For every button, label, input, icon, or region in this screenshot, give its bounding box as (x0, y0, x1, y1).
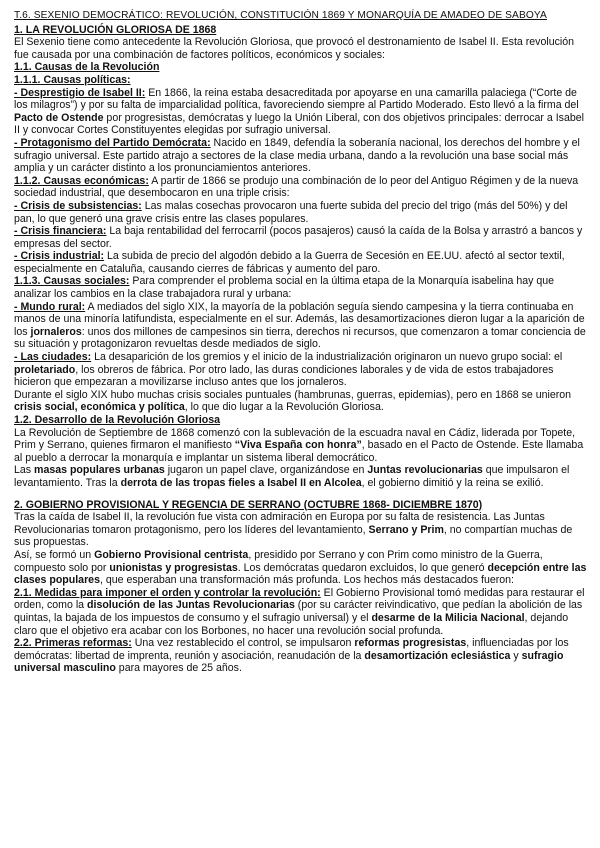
label-cities: - Las ciudades: (14, 351, 92, 364)
term-serrano-prim: Serrano y Prim (368, 523, 444, 536)
text: La Revolución de Septiembre de 1868 comenzó con la sublevación de la escuadra naval en Cádiz, liderada por Topete, Prim y Serrano, quienes firmaron el manifiesto (14, 426, 576, 452)
term-desarme-milicia: desarme de la Milicia Nacional (371, 611, 525, 624)
text: , el gobierno dimitió y la reina se exilió. (361, 476, 544, 489)
economic-causes-heading: 1.1.2. Causas económicas: (14, 174, 149, 187)
causes-heading: 1.1. Causas de la Revolución (14, 61, 160, 74)
section-gap (14, 490, 587, 499)
text: Nacido en 1849, defendía la soberanía nacional, los derechos del hombre y el sufragio universal. Este partido atrajo a sectores de la clase media urbana, dando a la revolución una base social más amplia y un carácter distinto a los pronunciamientos anteriores. (14, 136, 580, 175)
paragraph-after-fall (14, 511, 587, 549)
paragraph-isabel-discredit (14, 87, 587, 137)
text: Así, se formó un (14, 548, 95, 561)
text: : unos dos millones de campesinos sin tierra, derechos ni recursos, que comenzaron a tomar conciencia de su situación y protagonizaron revueltas desde mediados de siglo. (14, 325, 586, 351)
first-reforms-heading: 2.2. Primeras reformas: (14, 637, 132, 650)
paragraph-provisional-government (14, 549, 587, 587)
text: , dejando claro que el objetivo era acabar con los Borbones, no hacer una revolución social profunda. (14, 611, 569, 637)
text: , lo que dio lugar a la Revolución Gloriosa. (184, 401, 384, 414)
text: (por su carácter reivindicativo, que pedían la abolición de las quintas, la bajada de los impuestos de consumo y el sufragio universal) y el (14, 599, 583, 624)
text: , no compartían muchas de sus propuestas. (14, 523, 573, 549)
term-unionistas-progresistas: unionistas y progresistas (109, 561, 238, 574)
order-measures-heading: 2.1. Medidas para imponer el orden y controlar la revolución: (14, 586, 321, 599)
text: , presidido por Serrano y con Prim como ministro de la Guerra, compuesto solo por (14, 548, 543, 574)
text: Para comprender el problema social en la última etapa de la Monarquía isabelina hay que analizar los cambios en la clase trabajadora rural y urbana: (14, 275, 555, 301)
label-financial-crisis: - Crisis financiera: (14, 225, 107, 238)
social-causes-heading: 1.1.3. Causas sociales: (14, 275, 130, 288)
development-heading: 1.2. Desarrollo de la Revolución Gloriosa (14, 414, 221, 426)
paragraph-social-causes (14, 275, 587, 300)
term-gobierno-provisional: Gobierno Provisional centrista (94, 548, 249, 561)
paragraph-industrial-crisis (14, 250, 587, 275)
section-2-title: 2. GOBIERNO PROVISIONAL Y REGENCIA DE SERRANO (OCTUBRE 1868- DICIEMBRE 1870) (14, 498, 483, 511)
text: La subida de precio del algodón debido a la Guerra de Secesión en EE.UU. afectó al sector textil, especialmente en Cataluña, causando cierres de fábricas y aumento del paro. (14, 250, 565, 275)
text: A mediados del siglo XIX, la mayoría de la población seguía siendo campesina y la tierra continuaba en manos de una minoría latifundista, especialmente en el sur. Además, las desamortizaciones dieron lugar a la aparición de los (14, 300, 585, 338)
paragraph-economic-causes (14, 175, 587, 200)
term-pacto-ostende: Pacto de Ostende (14, 111, 104, 124)
text: Durante el siglo XIX hubo muchas crisis sociales puntuales (hambrunas, guerras, epidemias), pero en 1868 se unieron (14, 388, 572, 401)
paragraph-subsistence-crisis (14, 200, 587, 225)
text: jugaron un papel clave, organizándose en (164, 464, 368, 477)
paragraph-popular-masses (14, 464, 587, 489)
text: A partir de 1866 se produjo una combinación de lo peor del Antiguo Régimen y de la nueva sociedad industrial, que desembocaron en una triple crisis: (14, 174, 579, 200)
text: Las (14, 464, 35, 477)
term-desamortizacion: desamortización eclesiástica (364, 649, 511, 662)
text: , influenciadas por los demócratas: libertad de imprenta, reunión y asociación, reanudación de la (14, 637, 569, 662)
term-decepcion: decepción entre las clases populares (14, 561, 587, 587)
text: La desaparición de los gremios y el inicio de la industrialización originaron un nuevo grupo social: el (91, 351, 563, 364)
text: . Los demócratas quedaron excluidos, lo que generó (237, 561, 488, 574)
term-masas-populares: masas populares urbanas (34, 464, 165, 477)
label-partido-democrata: - Protagonismo del Partido Demócrata: (14, 136, 211, 149)
term-alcolea: derrota de las tropas fieles a Isabel II en Alcolea (120, 476, 362, 489)
label-industrial-crisis: - Crisis industrial: (14, 250, 105, 263)
section-1-title: 1. LA REVOLUCIÓN GLORIOSA DE 1868 (14, 23, 217, 36)
section-1-intro: El Sexenio tiene como antecedente la Revolución Gloriosa, que provocó el destronamiento de Isabel II. Esta revolución fue causada por una combinación de factores políticos, económicos y sociales: (14, 36, 575, 61)
term-reformas-progresistas: reformas progresistas (354, 637, 467, 650)
paragraph-order-measures (14, 587, 587, 637)
term-sufragio-universal: sufragio universal masculino (14, 649, 564, 675)
text: Las malas cosechas provocaron una fuerte subida del precio del trigo (más del 50%) y del pan, lo que generó una grave crisis entre las clases populares. (14, 199, 568, 225)
paragraph-partido-democrata (14, 137, 587, 175)
term-juntas: Juntas revolucionarias (367, 464, 483, 477)
paragraph-cities (14, 351, 587, 389)
text: Tras la caída de Isabel II, la revolución fue vista con admiración en Europa por su falta de resistencia. Las Juntas Revolucionarias tomaron protagonismo, pero los líderes del levantamiento, (14, 511, 545, 536)
text: por progresistas, demócratas y luego la Unión Liberal, con dos objetivos principales: derrocar a Isabel II y convocar Cortes Constituyentes elegidas por sufragio universal. (14, 111, 584, 137)
text: , que esperaban una transformación más profunda. Los hechos más destacados fueron: (99, 574, 514, 587)
political-causes-heading: 1.1.1. Causas políticas: (14, 73, 131, 86)
text: y (510, 649, 522, 662)
label-rural-world: - Mundo rural: (14, 300, 86, 313)
text: En 1866, la reina estaba desacreditada por apoyarse en una camarilla palaciega (“Corte de los milagros”) y por su falta de imparcialidad política, favoreciendo siempre al Partido Moderado. Esto llevó a la firma del (14, 86, 579, 112)
text: La baja rentabilidad del ferrocarril (pocos pasajeros) causó la caída de la Bolsa y arrastró a bancos y empresas del sector. (14, 225, 583, 250)
paragraph-crisis-summary (14, 389, 587, 414)
text: para mayores de 25 años. (115, 662, 242, 675)
term-proletariado: proletariado (14, 363, 76, 376)
label-isabel-discredit: - Desprestigio de Isabel II: (14, 86, 146, 99)
term-viva-espana: “Viva España con honra” (234, 439, 362, 452)
paragraph-financial-crisis (14, 225, 587, 250)
text: Una vez restablecido el control, se impulsaron (131, 637, 355, 650)
paragraph-first-reforms (14, 637, 587, 675)
text: , basado en el Pacto de Ostende. Este llamaba al pueblo a derrocar la monarquía e implantar un sistema liberal democrático. (14, 439, 584, 464)
term-disolucion-juntas: disolución de las Juntas Revolucionarias (87, 599, 295, 612)
text: El Gobierno Provisional tomó medidas para restaurar el orden, como la (14, 586, 585, 612)
label-subsistence-crisis: - Crisis de subsistencias: (14, 199, 142, 212)
text: que impulsaron el levantamiento. Tras la (14, 464, 570, 489)
document-header: T.6. SEXENIO DEMOCRÁTICO: REVOLUCIÓN, CONSTITUCIÓN 1869 Y MONARQUÍA DE AMADEO DE SABOYA (14, 10, 547, 21)
paragraph-september-revolution (14, 427, 587, 465)
paragraph-rural-world (14, 301, 587, 351)
term-triple-crisis: crisis social, económica y política (14, 401, 185, 414)
text: , los obreros de fábrica. Por otro lado, las duras condiciones laborales y de vida de estos trabajadores hicieron que empezaran a movilizarse incluso antes que los jornaleros. (14, 363, 554, 389)
term-jornaleros: jornaleros (30, 325, 82, 338)
